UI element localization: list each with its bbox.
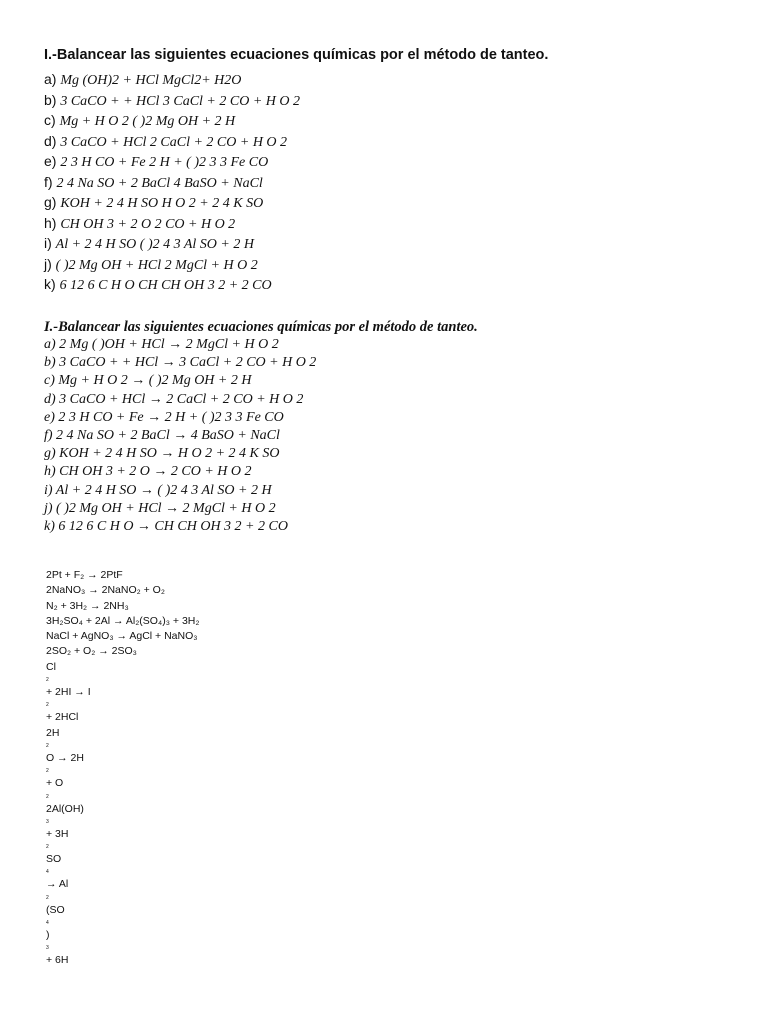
equation-g	[44, 193, 744, 214]
subscript-fragment: 2	[46, 793, 49, 800]
subscript-fragment: 4	[46, 869, 49, 876]
equation-line: SO	[46, 853, 62, 866]
equation-h	[44, 214, 744, 235]
equation-text: Mg (OH)2 + HCl MgCl2+ H2O	[60, 73, 242, 88]
equation-text: 2 3 H CO + Fe 2 H + ( )2 3 3 Fe CO	[60, 155, 269, 170]
equation-label: i)	[44, 235, 56, 251]
equation-line: i) Al + 2 4 H SO → ( )2 4 3 Al SO + 2 H	[44, 482, 272, 498]
subscript-fragment: 2	[46, 702, 49, 709]
equation-text: 3 CaCO + + HCl 3 CaCl + 2 CO + H O 2	[60, 93, 300, 109]
equation-line: Cl	[46, 660, 56, 673]
equation-c	[44, 111, 744, 132]
equation-line: 2Al(OH)	[46, 802, 84, 815]
equation-line: 2Pt + F₂ → 2PtF	[46, 569, 123, 581]
subscript-fragment: 4	[46, 920, 49, 927]
section-1	[44, 46, 744, 296]
equation-line: a) 2 Mg ( )OH + HCl → 2 MgCl + H O 2	[44, 337, 279, 352]
equation-line: + O	[46, 777, 64, 790]
equation-text: 2 4 Na SO + 2 BaCl 4 BaSO + NaCl	[56, 175, 263, 191]
equation-label: j)	[44, 255, 56, 272]
equation-label: d)	[44, 132, 61, 149]
equation-text: CH OH 3 + 2 O 2 CO + H O 2	[60, 216, 236, 232]
equation-line: NaCl + AgNO₃ → AgCl + NaNO₃	[46, 630, 198, 643]
subscript-fragment: 2	[46, 844, 49, 851]
equation-line: 3H₂SO₄ + 2Al → Al₂(SO₄)₃ + 3H₂	[46, 614, 200, 627]
equation-label: c)	[44, 112, 60, 128]
subscript-fragment: 2	[46, 742, 49, 749]
equation-line: + 3H	[46, 827, 69, 840]
equation-text: Mg + H O 2 ( )2 Mg OH + 2 H	[59, 114, 236, 129]
equation-b	[44, 91, 744, 112]
equation-line: k) 6 12 6 C H O → CH CH OH 3 2 + 2 CO	[44, 519, 288, 535]
equation-text: ( )2 Mg OH + HCl 2 MgCl + H O 2	[55, 257, 258, 273]
section-2	[44, 318, 744, 536]
equation-text: 3 CaCO + HCl 2 CaCl + 2 CO + H O 2	[60, 134, 288, 150]
equation-line: j) ( )2 Mg OH + HCl → 2 MgCl + H O 2	[44, 500, 276, 516]
equation-line: g) KOH + 2 4 H SO → H O 2 + 2 4 K SO	[44, 446, 280, 462]
equation-j	[44, 255, 744, 276]
equation-text: KOH + 2 4 H SO H O 2 + 2 4 K SO	[60, 196, 264, 211]
equation-e	[44, 152, 744, 173]
equation-d	[44, 132, 744, 153]
equation-line: h) CH OH 3 + 2 O → 2 CO + H O 2	[44, 464, 252, 480]
equation-f	[44, 173, 744, 194]
equation-line: d) 3 CaCO + HCl → 2 CaCl + 2 CO + H O 2	[44, 391, 304, 407]
equation-line: b) 3 CaCO + + HCl → 3 CaCl + 2 CO + H O 2	[44, 355, 317, 371]
equation-line: e) 2 3 H CO + Fe → 2 H + ( )2 3 3 Fe CO	[44, 409, 284, 425]
equation-label: g)	[44, 194, 61, 210]
equation-line: (SO	[46, 903, 65, 916]
equation-line: c) Mg + H O 2 → ( )2 Mg OH + 2 H	[44, 373, 252, 389]
equation-line: O → 2H	[46, 751, 84, 764]
subscript-fragment: 3	[46, 945, 49, 952]
section-2-heading: I.-Balancear las siguientes ecuaciones químicas por el método de tanteo.	[44, 319, 478, 335]
subscript-fragment: 2	[46, 677, 49, 684]
equation-label: b)	[44, 91, 61, 108]
equation-label: e)	[44, 153, 61, 169]
equation-text: 6 12 6 C H O CH CH OH 3 2 + 2 CO	[59, 278, 272, 293]
subscript-fragment: 2	[46, 768, 49, 775]
equation-line: + 2HCl	[46, 711, 79, 724]
equation-line: )	[46, 929, 50, 942]
equation-k	[44, 275, 744, 296]
equation-line: → Al	[46, 878, 69, 891]
subscript-fragment: 2	[46, 894, 49, 901]
equation-i	[44, 234, 744, 255]
equation-line: 2NaNO₃ → 2NaNO₂ + O₂	[46, 584, 165, 597]
equation-line: + 2HI → I	[46, 686, 91, 699]
subscript-fragment: 3	[46, 818, 49, 825]
equation-line: 2SO₂ + O₂ → 2SO₃	[46, 645, 137, 658]
equation-line: + 6H	[46, 954, 69, 967]
equation-label: f)	[44, 173, 57, 190]
equation-a	[44, 70, 744, 91]
equation-line: f) 2 4 Na SO + 2 BaCl → 4 BaSO + NaCl	[44, 428, 280, 444]
equation-line: 2H	[46, 726, 60, 739]
equation-line: N₂ + 3H₂ → 2NH₃	[46, 599, 129, 612]
section-1-equation-list	[44, 70, 744, 296]
equation-text: Al + 2 4 H SO ( )2 4 3 Al SO + 2 H	[55, 237, 254, 252]
equation-label: a)	[44, 71, 61, 87]
equation-label: k)	[44, 276, 60, 292]
section-1-heading: I.-Balancear las siguientes ecuaciones químicas por el método de tanteo.	[44, 47, 549, 63]
equation-label: h)	[44, 214, 61, 231]
section-3-equation-list	[46, 568, 746, 969]
